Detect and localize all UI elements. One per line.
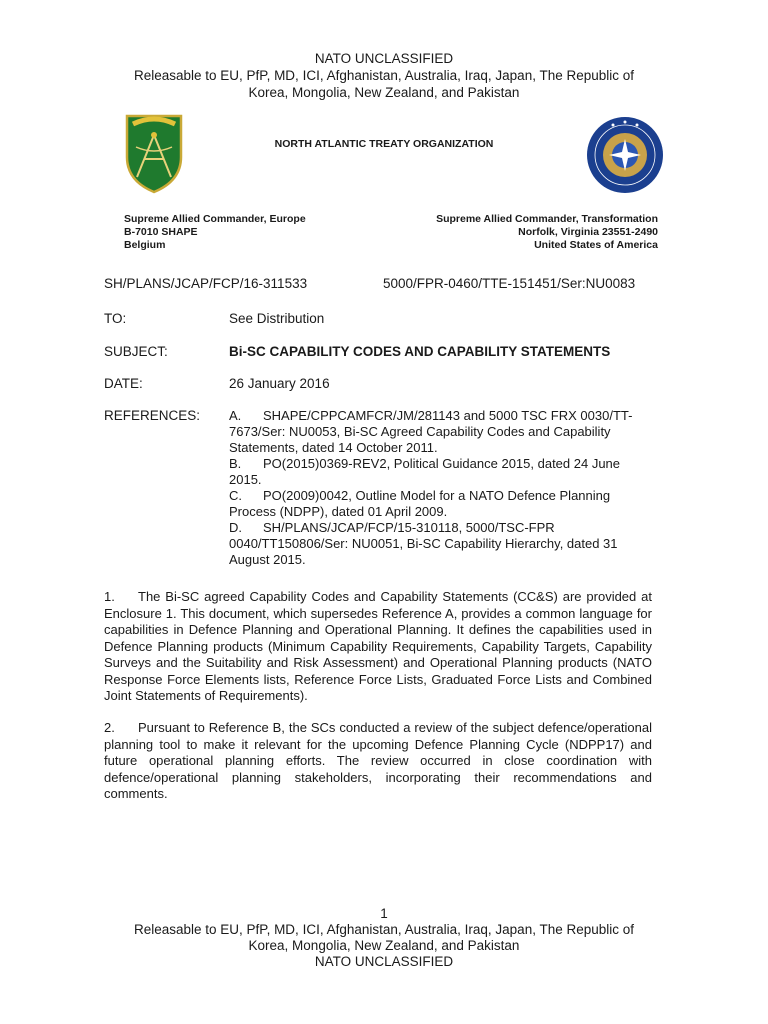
to-label: TO:	[104, 311, 127, 326]
classification-top: NATO UNCLASSIFIED	[314, 51, 454, 66]
releasable-bottom-line2: Korea, Mongolia, New Zealand, and Pakistan	[248, 938, 520, 953]
right-address: Supreme Allied Commander, Transformation Norfolk, Virginia 23551-2490 United States of America	[436, 213, 658, 251]
classification-bottom: NATO UNCLASSIFIED	[314, 954, 454, 969]
left-address: Supreme Allied Commander, Europe B-7010 SHAPE Belgium	[124, 213, 306, 251]
subject-value: Bi-SC CAPABILITY CODES AND CAPABILITY STATEMENTS	[229, 344, 611, 359]
reference-item-a: A. SHAPE/CPPCAMFCR/JM/281143 and 5000 TSC FRX 0030/TT-	[229, 408, 633, 423]
act-seal-icon	[585, 115, 665, 195]
page-number: 1	[380, 906, 388, 921]
releasable-bottom-line1: Releasable to EU, PfP, MD, ICI, Afghanistan, Australia, Iraq, Japan, The Republic of	[133, 922, 635, 937]
paragraph-2: 2. Pursuant to Reference B, the SCs conducted a review of the subject defence/operational planning tool to make it relevant for the upcoming Defence Planning Cycle (NDPP17) and future operational planning efforts. The review occurred in close coordination with defence/operational planning stakeholders, incorporating their recommendations and comments.	[104, 720, 652, 801]
references-label: REFERENCES:	[104, 408, 201, 423]
to-value: See Distribution	[229, 311, 325, 326]
reference-item-c: C. PO(2009)0042, Outline Model for a NATO Defence Planning	[229, 488, 611, 503]
releasable-top-line1: Releasable to EU, PfP, MD, ICI, Afghanistan, Australia, Iraq, Japan, The Republic of	[133, 68, 635, 83]
reference-item-d: D. SH/PLANS/JCAP/FCP/15-310118, 5000/TSC-FPR	[229, 520, 555, 535]
releasable-top-line2: Korea, Mongolia, New Zealand, and Pakistan	[248, 85, 520, 100]
ref-right: 5000/FPR-0460/TTE-151451/Ser:NU0083	[383, 276, 636, 291]
references-list: A. SHAPE/CPPCAMFCR/JM/281143 and 5000 TSC FRX 0030/TT- 7673/Ser: NU0053, Bi-SC Agreed Capability Codes and Capability Statements, dated 14 October 2011. B. PO(2015)0369-REV2, Political Guidance 2015, dated 24 June 2015. C. PO(2009)0042, Outline Model for a NATO Defence Planning Process (NDPP), dated 01 April 2009. D. SH/PLANS/JCAP/FCP/15-310118, 5000/TSC-FPR 0040/TT150806/Ser: NU0051, Bi-SC Capability Hierarchy, dated 31 August 2015.	[229, 408, 661, 568]
date-value: 26 January 2016	[229, 376, 330, 391]
date-label: DATE:	[104, 376, 143, 391]
shape-crest-icon	[124, 113, 184, 195]
reference-item-b: B. PO(2015)0369-REV2, Political Guidance 2015, dated 24 June	[229, 456, 621, 471]
subject-label: SUBJECT:	[104, 344, 168, 359]
org-title: NORTH ATLANTIC TREATY ORGANIZATION	[274, 138, 494, 150]
paragraph-1: 1. The Bi-SC agreed Capability Codes and Capability Statements (CC&S) are provided at Enclosure 1. This document, which supersedes Reference A, provides a common language for capabilities in Defence Planning and Operational Planning. It defines the capabilities used in Defence Planning products (Minimum Capability Requirements, Capability Targets, Capability Surveys and the Suitability and Risk Assessment) and Operational Planning products (NATO Response Force Elements lists, Reference Force Lists, Graduated Force Lists and Combined Joint Statements of Requirements).	[104, 589, 652, 703]
ref-left: SH/PLANS/JCAP/FCP/16-311533	[104, 276, 308, 291]
